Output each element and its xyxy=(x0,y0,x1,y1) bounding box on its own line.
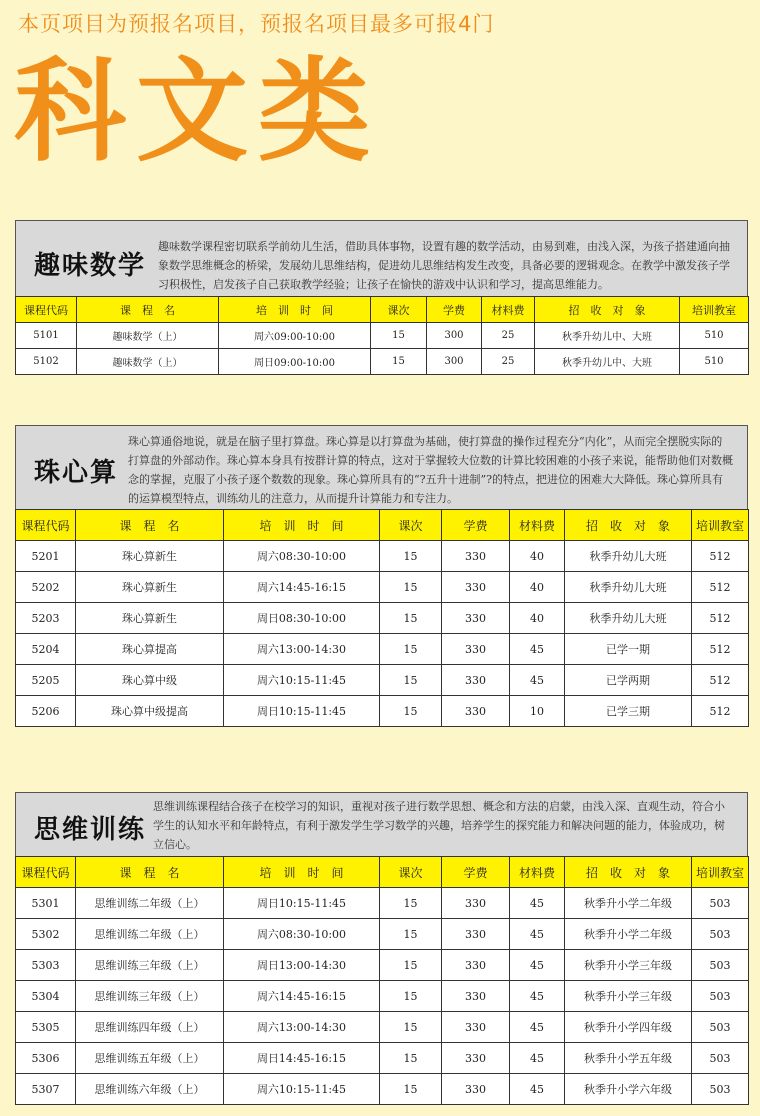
cell-sessions: 15 xyxy=(380,1043,442,1074)
table-row xyxy=(16,665,749,696)
header-sessions: 课次 xyxy=(380,857,442,888)
cell-course-code: 5202 xyxy=(16,572,76,603)
cell-tuition: 330 xyxy=(442,603,510,634)
cell-sessions: 15 xyxy=(380,950,442,981)
table-row xyxy=(16,919,749,950)
cell-course-code: 5102 xyxy=(16,349,77,375)
cell-sessions: 15 xyxy=(380,919,442,950)
cell-material-fee: 40 xyxy=(510,572,565,603)
cell-tuition: 300 xyxy=(427,349,482,375)
table-row xyxy=(16,1074,749,1105)
cell-material-fee: 45 xyxy=(510,634,565,665)
cell-classroom: 503 xyxy=(692,1012,749,1043)
cell-target-students: 已学三期 xyxy=(565,696,692,727)
header-classroom: 培训教室 xyxy=(692,857,749,888)
header-material-fee: 材料费 xyxy=(482,297,535,323)
cell-course-name: 思维训练五年级（上） xyxy=(76,1043,224,1074)
course-table xyxy=(15,296,749,375)
table-row xyxy=(16,696,749,727)
cell-target-students: 秋季升小学五年级 xyxy=(565,1043,692,1074)
section-title: 珠心算 xyxy=(34,458,119,488)
header-material-fee: 材料费 xyxy=(510,510,565,541)
header-course-name: 课 程 名 xyxy=(76,857,224,888)
course-table xyxy=(15,509,749,727)
header-sessions: 课次 xyxy=(371,297,427,323)
section-thinking-training xyxy=(15,792,748,1105)
cell-tuition: 330 xyxy=(442,696,510,727)
table-header-row xyxy=(16,297,749,323)
section-header xyxy=(15,792,748,856)
category-title: 科文类 xyxy=(14,47,380,177)
cell-course-name: 思维训练二年级（上） xyxy=(76,888,224,919)
cell-sessions: 15 xyxy=(371,349,427,375)
cell-classroom: 512 xyxy=(692,603,749,634)
cell-material-fee: 45 xyxy=(510,919,565,950)
cell-course-name: 珠心算提高 xyxy=(76,634,224,665)
header-sessions: 课次 xyxy=(380,510,442,541)
cell-course-name: 珠心算新生 xyxy=(76,572,224,603)
cell-training-time: 周六13:00-14:30 xyxy=(224,1012,380,1043)
cell-training-time: 周六14:45-16:15 xyxy=(224,572,380,603)
cell-target-students: 秋季升幼儿大班 xyxy=(565,541,692,572)
cell-course-name: 珠心算新生 xyxy=(76,541,224,572)
cell-sessions: 15 xyxy=(380,1074,442,1105)
cell-target-students: 秋季升小学二年级 xyxy=(565,888,692,919)
cell-course-name: 思维训练三年级（上） xyxy=(76,981,224,1012)
table-row xyxy=(16,888,749,919)
cell-sessions: 15 xyxy=(380,1012,442,1043)
cell-course-code: 5204 xyxy=(16,634,76,665)
header-target-students: 招 收 对 象 xyxy=(535,297,680,323)
cell-training-time: 周日08:30-10:00 xyxy=(224,603,380,634)
cell-course-name: 思维训练三年级（上） xyxy=(76,950,224,981)
header-target-students: 招 收 对 象 xyxy=(565,510,692,541)
cell-target-students: 秋季升幼儿大班 xyxy=(565,572,692,603)
cell-training-time: 周日10:15-11:45 xyxy=(224,888,380,919)
cell-tuition: 330 xyxy=(442,888,510,919)
cell-sessions: 15 xyxy=(380,696,442,727)
cell-target-students: 已学两期 xyxy=(565,665,692,696)
table-row xyxy=(16,603,749,634)
header-training-time: 培 训 时 间 xyxy=(224,510,380,541)
section-description: 思维训练课程结合孩子在校学习的知识，重视对孩子进行数学思想、概念和方法的启蒙，由浅入深、直观生动，符合小学生的认知水平和年龄特点，有利于激发学生学习数学的兴趣，培养学生的探究能力和解决问题的能力，体验成功，树立信心。 xyxy=(153,800,725,851)
cell-training-time: 周六10:15-11:45 xyxy=(224,665,380,696)
table-header-row xyxy=(16,510,749,541)
cell-course-code: 5206 xyxy=(16,696,76,727)
section-fun-math xyxy=(15,220,748,375)
header-course-code: 课程代码 xyxy=(16,857,76,888)
cell-training-time: 周日10:15-11:45 xyxy=(224,696,380,727)
cell-sessions: 15 xyxy=(380,888,442,919)
cell-course-code: 5305 xyxy=(16,1012,76,1043)
notice-text: 本页项目为预报名项目，预报名项目最多可报4门 xyxy=(18,12,495,36)
table-header-row xyxy=(16,857,749,888)
cell-target-students: 已学一期 xyxy=(565,634,692,665)
cell-tuition: 330 xyxy=(442,950,510,981)
cell-tuition: 330 xyxy=(442,634,510,665)
header-training-time: 培 训 时 间 xyxy=(219,297,371,323)
cell-material-fee: 45 xyxy=(510,981,565,1012)
cell-course-name: 思维训练六年级（上） xyxy=(76,1074,224,1105)
cell-classroom: 512 xyxy=(692,634,749,665)
cell-target-students: 秋季升小学二年级 xyxy=(565,919,692,950)
cell-classroom: 503 xyxy=(692,950,749,981)
table-row xyxy=(16,981,749,1012)
cell-tuition: 330 xyxy=(442,541,510,572)
cell-tuition: 330 xyxy=(442,919,510,950)
cell-sessions: 15 xyxy=(371,323,427,349)
table-row xyxy=(16,541,749,572)
cell-training-time: 周日09:00-10:00 xyxy=(219,349,371,375)
cell-target-students: 秋季升幼儿中、大班 xyxy=(535,349,680,375)
section-header xyxy=(15,425,748,509)
cell-sessions: 15 xyxy=(380,541,442,572)
cell-classroom: 503 xyxy=(692,919,749,950)
section-title: 思维训练 xyxy=(34,815,147,845)
cell-tuition: 330 xyxy=(442,1043,510,1074)
table-row xyxy=(16,323,749,349)
table-row xyxy=(16,1012,749,1043)
cell-material-fee: 40 xyxy=(510,603,565,634)
cell-course-name: 趣味数学（上） xyxy=(77,349,219,375)
cell-classroom: 512 xyxy=(692,665,749,696)
cell-target-students: 秋季升小学四年级 xyxy=(565,1012,692,1043)
cell-classroom: 510 xyxy=(680,349,749,375)
cell-material-fee: 45 xyxy=(510,950,565,981)
cell-course-code: 5301 xyxy=(16,888,76,919)
table-row xyxy=(16,950,749,981)
cell-material-fee: 45 xyxy=(510,1074,565,1105)
cell-training-time: 周六09:00-10:00 xyxy=(219,323,371,349)
cell-material-fee: 10 xyxy=(510,696,565,727)
cell-material-fee: 45 xyxy=(510,665,565,696)
header-classroom: 培训教室 xyxy=(692,510,749,541)
header-classroom: 培训教室 xyxy=(680,297,749,323)
section-title: 趣味数学 xyxy=(34,251,147,281)
cell-material-fee: 45 xyxy=(510,1012,565,1043)
cell-course-code: 5304 xyxy=(16,981,76,1012)
cell-target-students: 秋季升小学三年级 xyxy=(565,950,692,981)
section-abacus xyxy=(15,425,748,727)
cell-target-students: 秋季升幼儿大班 xyxy=(565,603,692,634)
cell-material-fee: 40 xyxy=(510,541,565,572)
header-tuition: 学费 xyxy=(442,510,510,541)
cell-training-time: 周日13:00-14:30 xyxy=(224,950,380,981)
cell-tuition: 330 xyxy=(442,572,510,603)
cell-training-time: 周日14:45-16:15 xyxy=(224,1043,380,1074)
table-row xyxy=(16,634,749,665)
header-material-fee: 材料费 xyxy=(510,857,565,888)
cell-tuition: 330 xyxy=(442,981,510,1012)
cell-course-code: 5307 xyxy=(16,1074,76,1105)
section-description: 趣味数学课程密切联系学前幼儿生活，借助具体事物，设置有趣的数学活动，由易到难，由浅入深，为孩子搭建通向抽象数学思维概念的桥梁，发展幼儿思维结构，促进幼儿思维结构发生改变，具备必要的逻辑观念。在教学中激发孩子学习积极性，启发孩子自己获取教学经验；让孩子在愉快的游戏中认识和学习，提高思维能力。 xyxy=(158,240,730,291)
cell-training-time: 周六10:15-11:45 xyxy=(224,1074,380,1105)
header-course-name: 课 程 名 xyxy=(77,297,219,323)
cell-tuition: 330 xyxy=(442,665,510,696)
cell-sessions: 15 xyxy=(380,981,442,1012)
cell-course-name: 思维训练四年级（上） xyxy=(76,1012,224,1043)
cell-training-time: 周六14:45-16:15 xyxy=(224,981,380,1012)
header-training-time: 培 训 时 间 xyxy=(224,857,380,888)
header-course-name: 课 程 名 xyxy=(76,510,224,541)
cell-course-code: 5205 xyxy=(16,665,76,696)
section-header xyxy=(15,220,748,296)
cell-material-fee: 45 xyxy=(510,1043,565,1074)
cell-sessions: 15 xyxy=(380,572,442,603)
cell-sessions: 15 xyxy=(380,603,442,634)
header-course-code: 课程代码 xyxy=(16,297,77,323)
cell-classroom: 512 xyxy=(692,572,749,603)
table-row xyxy=(16,572,749,603)
header-target-students: 招 收 对 象 xyxy=(565,857,692,888)
cell-material-fee: 25 xyxy=(482,323,535,349)
cell-course-name: 珠心算新生 xyxy=(76,603,224,634)
cell-course-name: 趣味数学（上） xyxy=(77,323,219,349)
cell-tuition: 330 xyxy=(442,1074,510,1105)
header-tuition: 学费 xyxy=(442,857,510,888)
header-course-code: 课程代码 xyxy=(16,510,76,541)
cell-classroom: 503 xyxy=(692,1043,749,1074)
table-row xyxy=(16,349,749,375)
cell-course-name: 珠心算中级 xyxy=(76,665,224,696)
cell-material-fee: 25 xyxy=(482,349,535,375)
cell-target-students: 秋季升小学六年级 xyxy=(565,1074,692,1105)
cell-target-students: 秋季升小学三年级 xyxy=(565,981,692,1012)
cell-course-name: 珠心算中级提高 xyxy=(76,696,224,727)
cell-tuition: 300 xyxy=(427,323,482,349)
cell-course-code: 5201 xyxy=(16,541,76,572)
cell-classroom: 503 xyxy=(692,1074,749,1105)
cell-target-students: 秋季升幼儿中、大班 xyxy=(535,323,680,349)
cell-course-code: 5306 xyxy=(16,1043,76,1074)
cell-training-time: 周六08:30-10:00 xyxy=(224,541,380,572)
table-row xyxy=(16,1043,749,1074)
cell-sessions: 15 xyxy=(380,634,442,665)
cell-classroom: 512 xyxy=(692,541,749,572)
cell-course-code: 5203 xyxy=(16,603,76,634)
cell-material-fee: 45 xyxy=(510,888,565,919)
header-tuition: 学费 xyxy=(427,297,482,323)
cell-course-code: 5302 xyxy=(16,919,76,950)
cell-classroom: 512 xyxy=(692,696,749,727)
section-description: 珠心算通俗地说，就是在脑子里打算盘。珠心算是以打算盘为基础，使打算盘的操作过程充分“内化”，从而完全摆脱实际的打算盘的外部动作。珠心算本身具有按群计算的特点，这对于掌握较大位数的计算比较困难的小孩子来说，能帮助他们对数概念的掌握，克服了小孩子逐个数数的现象。珠心算所具有的“?五升十进制”?的特点，把进位的困难大大降低。珠心算所具有的运算模型特点，训练幼儿的注意力，从而提升计算能力和专注力。 xyxy=(128,435,733,505)
cell-classroom: 510 xyxy=(680,323,749,349)
cell-course-code: 5303 xyxy=(16,950,76,981)
cell-tuition: 330 xyxy=(442,1012,510,1043)
cell-course-name: 思维训练二年级（上） xyxy=(76,919,224,950)
cell-training-time: 周六13:00-14:30 xyxy=(224,634,380,665)
cell-course-code: 5101 xyxy=(16,323,77,349)
cell-classroom: 503 xyxy=(692,888,749,919)
course-table xyxy=(15,856,749,1105)
cell-training-time: 周六08:30-10:00 xyxy=(224,919,380,950)
cell-sessions: 15 xyxy=(380,665,442,696)
cell-classroom: 503 xyxy=(692,981,749,1012)
